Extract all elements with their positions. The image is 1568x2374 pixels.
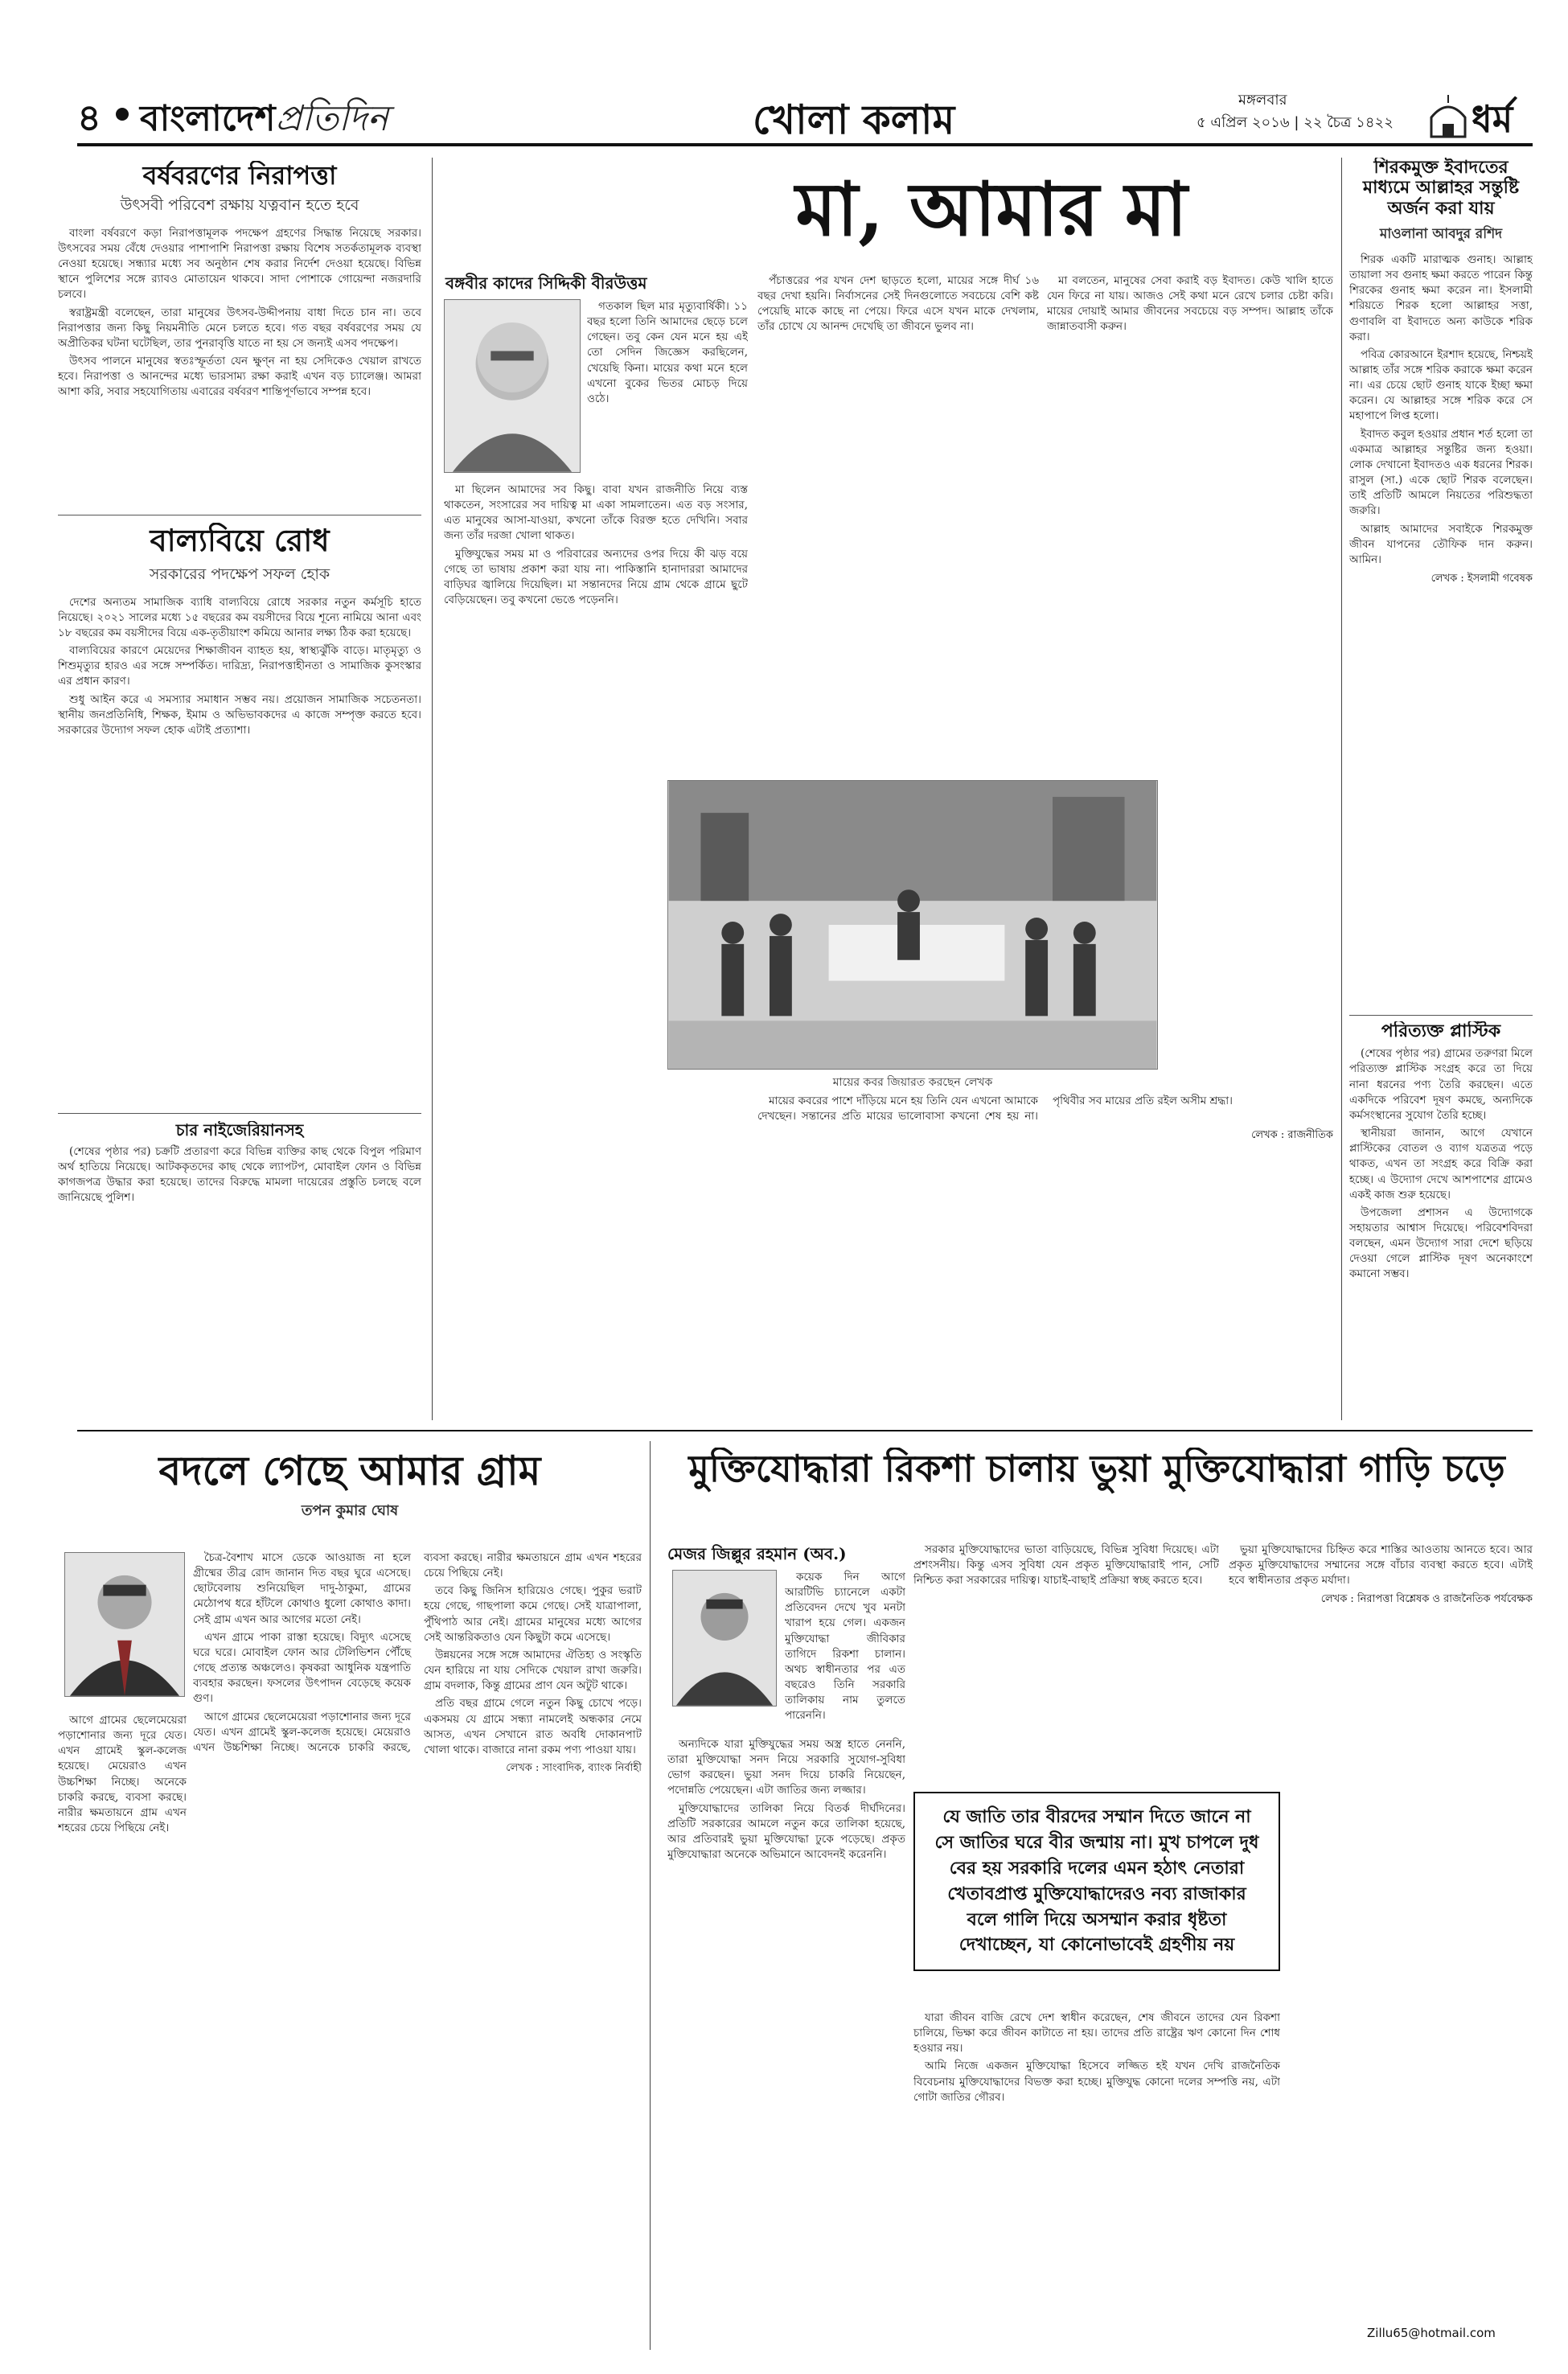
feature-body-lower (757, 1094, 1333, 1415)
author-byline: তপন কুমার ঘোষ (301, 1501, 399, 1519)
freedom-fighter-body-col2-lower (913, 2011, 1280, 2348)
grave-visit-photo (667, 780, 1158, 1070)
paragraph: মুক্তিযোদ্ধাদের তালিকা নিয়ে বিতর্ক দীর্ঘদিনের। প্রতিটি সরকারের আমলে নতুন করে তালিকা হয়েছে, আর প্রতিবারই ভুয়া মুক্তিযোদ্ধা ঢুকে পড়েছে। প্রকৃত মুক্তিযোদ্ধারা অনেকে অভিমানে আবেদনই করেননি। (667, 1801, 905, 1862)
paragraph: (শেষের পৃষ্ঠার পর) চক্রটি প্রতারণা করে বিভিন্ন ব্যক্তির কাছ থেকে বিপুল পরিমাণ অর্থ হাতিয়ে নিয়েছে। আটককৃতদের কাছ থেকে ল্যাপটপ, মোবাইল ফোন ও বিভিন্ন কাগজপত্র উদ্ধার করা হয়েছে। তাদের বিরুদ্ধে মামলা দায়েরের প্রস্তুতি চলছে বলে জানিয়েছে পুলিশ। (58, 1145, 421, 1205)
paragraph: মা বলতেন, মানুষের সেবা করাই বড় ইবাদত। কেউ খালি হাতে যেন ফিরে না যায়। আজও সেই কথা মনে রেখে চলার চেষ্টা করি। মায়ের দোয়াই আমার জীবনের সবচেয়ে বড় সম্পদ। আল্লাহ তাঁকে জান্নাতবাসী করুন। (1047, 274, 1333, 334)
religion-article (1349, 158, 1533, 962)
article-body (785, 1570, 905, 1724)
article-body (757, 273, 1039, 335)
feature-body-col2 (757, 273, 1039, 788)
paragraph: আল্লাহ আমাদের সবাইকে শিরকমুক্ত জীবন যাপনের তৌফিক দান করুন। আমিন। (1349, 522, 1533, 566)
article-body (1229, 1542, 1533, 1588)
paragraph: পঁচাত্তরের পর যখন দেশ ছাড়তে হলো, মায়ের সঙ্গে দীর্ঘ ১৬ বছর দেখা হয়নি। নির্বাসনের সেই দিনগুলোতে সবচেয়ে বেশি কষ্ট পেয়েছি মাকে কাছে না পেয়ে। ফিরে এসে যখন মাকে দেখলাম, তাঁর চোখে যে আনন্দ দেখেছি তা জীবনে ভুলব না। (757, 274, 1039, 334)
feature-body-col3 (1047, 273, 1333, 788)
author-note: লেখক : রাজনীতিক (1251, 1129, 1333, 1142)
article-body (193, 1550, 642, 2323)
article-body (913, 1542, 1219, 1588)
article-body (757, 1094, 1333, 1124)
article-body (58, 226, 421, 400)
weekday: মঙ্গলবার (1238, 92, 1287, 109)
editorial-child-marriage (58, 523, 421, 1102)
paragraph: স্বরাষ্ট্রমন্ত্রী বলেছেন, তারা মানুষের উৎসব-উদ্দীপনায় বাধা দিতে চান না। তবে নিরাপত্তার জন্য কিছু নিয়মনীতি মেনে চলতে হবে। গত বছর বর্ষবরণের সময় যে অপ্রীতিকর ঘটনা ঘটেছিল, তার পুনরাবৃত্তি যাতে না হয় সে জন্যই এসব পদক্ষেপ। (58, 306, 421, 350)
article-body (1047, 273, 1333, 335)
paragraph: (শেষের পৃষ্ঠার পর) গ্রামের তরুণরা মিলে পরিত্যক্ত প্লাস্টিক সংগ্রহ করে তা দিয়ে নানা ধরনের পণ্য তৈরি করছেন। এতে একদিকে পরিবেশ দূষণ কমছে, অন্যদিকে কর্মসংস্থানের সুযোগ তৈরি হচ্ছে। (1349, 1047, 1533, 1122)
paragraph: ভুয়া মুক্তিযোদ্ধাদের চিহ্নিত করে শাস্তির আওতায় আনতে হবে। আর প্রকৃত মুক্তিযোদ্ধাদের সম্মানের সঙ্গে বাঁচার ব্যবস্থা করতে হবে। এটাই হবে স্বাধীনতার প্রকৃত মর্যাদা। (1229, 1543, 1533, 1587)
headline: বর্ষবরণের নিরাপত্তা (142, 161, 337, 191)
paragraph: স্থানীয়রা জানান, আগে যেখানে প্লাস্টিকের বোতল ও ব্যাগ যত্রতত্র পড়ে থাকত, এখন তা সংগ্রহ করে বিক্রি করা হচ্ছে। এ উদ্যোগ দেখে আশপাশের গ্রামেও একই কাজ শুরু হয়েছে। (1349, 1127, 1533, 1201)
paragraph: কয়েক দিন আগে আরটিভি চ্যানেলে একটা প্রতিবেদন দেখে খুব মনটা খারাপ হয়ে গেল। একজন মুক্তিযোদ্ধা জীবিকার তাগিদে রিকশা চালান। অথচ স্বাধীনতার পর এত বছরেও তিনি সরকারি তালিকায় নাম তুলতে পারেননি। (785, 1571, 905, 1723)
photo-caption: মায়ের কবর জিয়ারত করছেন লেখক (832, 1076, 993, 1089)
newspaper-brand (140, 92, 388, 150)
headline: শিরকমুক্ত ইবাদতের মাধ্যমে আল্লাহর সন্তুষ্টি অর্জন করা যায় (1362, 158, 1520, 219)
author-byline: মেজর জিল্লুর রহমান (অব.) (667, 1544, 847, 1563)
author-name: মাওলানা আবদুর রশিদ (1379, 225, 1503, 242)
paragraph: চৈত্র-বৈশাখ মাসে ডেকে আওয়াজ না হলে গ্রীষ্মের তীব্র রোদ জানান দিত বছর ঘুরে এসেছে। ছোটবেলায় শুনিয়েছিল দাদু-ঠাকুমা, গ্রামের মেঠোপথ ধরে হাঁটলে কোথাও ধুলো কোথাও কাদা। সেই গ্রাম এখন আর আগের মতো নেই। (193, 1551, 411, 1626)
religion-section-title: ধর্ম (1472, 97, 1513, 141)
pull-quote: যে জাতি তার বীরদের সম্মান দিতে জানে না সে জাতির ঘরে বীর জন্মায় না। মুখ চাপলে দুধ বের হয় সরকারি দলের এমন হঠাৎ নেতারা খেতাবপ্রাপ্ত মুক্তিযোদ্ধাদেরও নব্য রাজাকার বলে গালি দিয়ে অসম্মান করার ধৃষ্টতা দেখাচ্ছেন, যা কোনোভাবেই গ্রহণীয় নয় (913, 1792, 1280, 1971)
editorial-new-year-security (58, 161, 421, 507)
paragraph: এখন গ্রামে পাকা রাস্তা হয়েছে। বিদ্যুৎ এসেছে ঘরে ঘরে। মোবাইল ফোন আর টেলিভিশন পৌঁছে গেছে প্রত্যন্ত অঞ্চলেও। কৃষকরা আধুনিক যন্ত্রপাতি ব্যবহার করছেন। ফসলের উৎপাদন বেড়েছে কয়েক গুণ। (193, 1630, 411, 1706)
freedom-fighter-body-intro (785, 1570, 905, 1731)
author-note: লেখক : নিরাপত্তা বিশ্লেষক ও রাজনৈতিক পর্যবেক্ষক (1320, 1593, 1533, 1606)
subheadline: উৎসবী পরিবেশ রক্ষায় যত্নবান হতে হবে (120, 195, 359, 214)
paragraph: দেশের অন্যতম সামাজিক ব্যাধি বাল্যবিয়ে রোধে সরকার নতুন কর্মসূচি হাতে নিয়েছে। ২০২১ সালের মধ্যে ১৫ বছরের কম বয়সীদের বিয়ে শূন্যে নামিয়ে আনা এবং ১৮ বছরের কম বয়সীদের বিয়ে এক-তৃতীয়াংশ কমিয়ে আনার লক্ষ্য ঠিক করা হয়েছে। (58, 595, 421, 639)
article-divider (58, 1113, 421, 1114)
masthead-rule (77, 143, 1533, 146)
author-note: লেখক : ইসলামী গবেষক (1430, 573, 1533, 585)
paragraph: তবে কিছু জিনিস হারিয়েও গেছে। পুকুর ভরাট হয়ে গেছে, গাছপালা কমে গেছে। সেই যাত্রাপালা, পুঁথিপাঠ আর নেই। গ্রামের মানুষের মধ্যে আগের সেই আন্তরিকতাও যেন কিছুটা কমে এসেছে। (424, 1584, 642, 1644)
paragraph: আগে গ্রামের ছেলেমেয়েরা পড়াশোনার জন্য দূরে যেত। এখন গ্রামেই স্কুল-কলেজ হয়েছে। মেয়েরাও এখন উচ্চশিক্ষা নিচ্ছে। অনেকে চাকরি করছে, ব্যবসা করছে। নারীর ক্ষমতায়নে গ্রাম এখন শহরের চেয়ে পিছিয়ে নেই। (58, 1714, 187, 1835)
village-article-body-left (58, 1713, 187, 2348)
author-note: লেখক : সাংবাদিক, ব্যাংক নির্বাহী (506, 1762, 642, 1775)
brand-main: বাংলাদেশ (140, 98, 276, 139)
article-body (667, 1737, 905, 1863)
paragraph: উপজেলা প্রশাসন এ উদ্যোগকে সহায়তার আশ্বাস দিয়েছে। পরিবেশবিদরা বলছেন, এমন উদ্যোগ সারা দেশে ছড়িয়ে দেওয়া গেলে প্লাস্টিক দূষণ অনেকাংশে কমানো সম্ভব। (1349, 1205, 1533, 1281)
paragraph: শিরক একটি মারাত্মক গুনাহ। আল্লাহ তায়ালা সব গুনাহ ক্ষমা করতে পারেন কিন্তু শিরকের গুনাহ ক্ষমা করেন না। ইসলামী শরিয়তে শিরক হলো আল্লাহর সত্তা, গুণাবলি বা ইবাদতে অন্য কাউকে শরিক করা। (1349, 253, 1533, 343)
article-body (58, 595, 421, 738)
paragraph: মায়ের কবরের পাশে দাঁড়িয়ে মনে হয় তিনি যেন এখনো আমাকে দেখছেন। সন্তানের প্রতি মায়ের ভালোবাসা কখনো শেষ হয় না। পৃথিবীর সব মায়ের প্রতি রইল অসীম শ্রদ্ধা। (757, 1095, 1233, 1123)
author-photo (672, 1570, 777, 1707)
paragraph: যারা জীবন বাজি রেখে দেশ স্বাধীন করেছেন, শেষ জীবনে তাদের যেন রিকশা চালিয়ে, ভিক্ষা করে জীবন কাটাতে না হয়। তাদের প্রতি রাষ্ট্রের ঋণ কোনো দিন শোধ হওয়ার নয়। (913, 2011, 1280, 2056)
article-body (1349, 1046, 1533, 1282)
article-body (913, 2011, 1280, 2105)
author-byline: বঙ্গবীর কাদের সিদ্দিকী বীরউত্তম (445, 273, 647, 293)
paragraph: আমি নিজে একজন মুক্তিযোদ্ধা হিসেবে লজ্জিত হই যখন দেখি রাজনৈতিক বিবেচনায় মুক্তিযোদ্ধাদের বিভক্ত করা হচ্ছে। মুক্তিযুদ্ধ কোনো দলের সম্পত্তি নয়, এটা গোটা জাতির গৌরব। (913, 2060, 1280, 2104)
headline: চার নাইজেরিয়ানসহ (175, 1121, 304, 1140)
headline: মা, আমার মা (795, 166, 1188, 253)
section-title: খোলা কলাম (753, 96, 955, 143)
paragraph: মা ছিলেন আমাদের সব কিছু। বাবা যখন রাজনীতি নিয়ে ব্যস্ত থাকতেন, সংসারের সব দায়িত্ব মা একা সামলাতেন। এত বড় সংসার, এত মানুষের আসা-যাওয়া, কখনো তাঁকে বিরক্ত হতে দেখিনি। সবার জন্য তাঁর দরজা খোলা থাকত। (444, 483, 748, 543)
paragraph: আগে গ্রামের ছেলেমেয়েরা পড়াশোনার জন্য দূরে যেত। এখন গ্রামেই স্কুল-কলেজ হয়েছে। মেয়েরাও এখন উচ্চশিক্ষা নিচ্ছে। অনেকে চাকরি করছে, ব্যবসা করছে। নারীর ক্ষমতায়নে গ্রাম এখন শহরের চেয়ে পিছিয়ে নেই। (193, 1551, 642, 1754)
article-body (58, 1713, 187, 1836)
news-nigerians-arrest (58, 1121, 421, 1419)
paragraph: উৎসব পালনে মানুষের স্বতঃস্ফূর্ততা যেন ক্ষুণ্ন না হয় সেদিকেও খেয়াল রাখতে হবে। নিরাপত্তা ও আনন্দের মধ্যে ভারসাম্য রক্ষা করাই এখন বড় চ্যালেঞ্জ। আমরা আশা করি, সবার সহযোগিতায় এবারের বর্ষবরণ শান্তিপূর্ণভাবে সম্পন্ন হবে। (58, 355, 421, 399)
article-body (58, 1144, 421, 1206)
paragraph: উন্নয়নের সঙ্গে সঙ্গে আমাদের ঐতিহ্য ও সংস্কৃতি যেন হারিয়ে না যায় সেদিকে খেয়াল রাখা জরুরি। গ্রাম বদলাক, কিন্তু গ্রামের প্রাণ যেন অটুট থাকে। (424, 1648, 642, 1693)
brand-accent: প্রতিদিন (275, 98, 388, 139)
article-body (1349, 253, 1533, 568)
column-divider (432, 158, 433, 1420)
feature-headline-area (441, 158, 1333, 270)
freedom-fighter-head (661, 1448, 1533, 1528)
freedom-fighter-body-col1 (667, 1737, 905, 2348)
headline: বাল্যবিয়ে রোধ (150, 523, 330, 558)
author-photo (64, 1552, 185, 1697)
paragraph: গতকাল ছিল মার মৃত্যুবার্ষিকী। ১১ বছর হলো তিনি আমাদের ছেড়ে চলে গেছেন। তবু কেন যেন মনে হয় এই তো সেদিন জিজ্ঞেস করছিলেন, খেয়েছি কিনা। মায়ের কথা মনে হলে এখনো বুকের ভিতর মোচড় দিয়ে ওঠে। (587, 300, 748, 405)
mosque-icon (1428, 93, 1468, 138)
plastic-news (1349, 1021, 1533, 1419)
article-divider (1349, 1015, 1533, 1016)
headline: মুক্তিযোদ্ধারা রিকশা চালায় ভুয়া মুক্তিযোদ্ধারা গাড়ি চড়ে (688, 1448, 1505, 1490)
author-photo (444, 299, 581, 473)
headline: পরিত্যক্ত প্লাস্টিক (1381, 1021, 1501, 1041)
page-number: ৪ (77, 96, 101, 139)
paragraph: অন্যদিকে যারা মুক্তিযুদ্ধের সময় অস্ত্র হাতে নেননি, তারা মুক্তিযোদ্ধা সনদ নিয়ে সরকারি সুযোগ-সুবিধা ভোগ করছেন। ভুয়া সনদ দিয়ে চাকরি নিয়েছেন, পদোন্নতি পেয়েছেন। এটা জাতির জন্য লজ্জার। (667, 1738, 905, 1797)
section-divider (77, 1430, 1533, 1431)
author-email: Zillu65@hotmail.com (1367, 2326, 1496, 2340)
village-article-head (58, 1448, 642, 1528)
paragraph: বাংলা বর্ষবরণে কড়া নিরাপত্তামূলক পদক্ষেপ গ্রহণের সিদ্ধান্ত নিয়েছে সরকার। উৎসবের সময় বেঁধে দেওয়ার পাশাপাশি নিরাপত্তা রক্ষায় বিশেষ সতর্কতামূলক ব্যবস্থা নেওয়া হয়েছে। সন্ধ্যার মধ্যে সব অনুষ্ঠান শেষ করার নির্দেশ দেওয়া হয়েছে। বিভিন্ন স্থানে পুলিশের সঙ্গে র‍্যাবও মোতায়েন থাকবে। সাদা পোশাকে গোয়েন্দা নজরদারি চলবে। (58, 226, 421, 302)
column-divider (650, 1441, 651, 2350)
masthead (77, 90, 1533, 142)
column-divider (1341, 158, 1342, 1420)
village-article-body (193, 1550, 642, 2350)
paragraph: বাল্যবিয়ের কারণে মেয়েদের শিক্ষাজীবন ব্যাহত হয়, স্বাস্থ্যঝুঁকি বাড়ে। মাতৃমৃত্যু ও শিশুমৃত্যুর হারও এর সঙ্গে সম্পর্কিত। দারিদ্র্য, নিরাপত্তাহীনতা ও সামাজিক কুসংস্কার এর প্রধান কারণ। (58, 644, 421, 688)
paragraph: সরকার মুক্তিযোদ্ধাদের ভাতা বাড়িয়েছে, বিভিন্ন সুবিধা দিয়েছে। এটা প্রশংসনীয়। কিন্তু এসব সুবিধা যেন প্রকৃত মুক্তিযোদ্ধারাই পান, সেটি নিশ্চিত করা সরকারের দায়িত্ব। যাচাই-বাছাই প্রক্রিয়া স্বচ্ছ করতে হবে। (913, 1543, 1219, 1587)
article-body (444, 483, 748, 608)
bullet-dot-icon (116, 108, 129, 121)
freedom-fighter-body-col2 (913, 1542, 1219, 1784)
subheadline: সরকারের পদক্ষেপ সফল হোক (149, 565, 330, 583)
paragraph: প্রতি বছর গ্রামে গেলে নতুন কিছু চোখে পড়ে। একসময় যে গ্রামে সন্ধ্যা নামলেই অন্ধকার নেমে আসত, এখন সেখানে রাত অবধি দোকানপাট খোলা থাকে। বাজারে নানা রকম পণ্য পাওয়া যায়। (424, 1697, 642, 1756)
headline: বদলে গেছে আমার গ্রাম (158, 1448, 541, 1494)
issue-date: ৫ এপ্রিল ২০১৬ | ২২ চৈত্র ১৪২২ (1197, 114, 1394, 131)
paragraph: পবিত্র কোরআনে ইরশাদ হয়েছে, নিশ্চয়ই আল্লাহ তাঁর সঙ্গে শরিক করাকে ক্ষমা করেন না। এর চেয়ে ছোট গুনাহ যাকে ইচ্ছা ক্ষমা করেন। যে আল্লাহর সঙ্গে শরিক করে সে মহাপাপে লিপ্ত হলো। (1349, 347, 1533, 423)
paragraph: মুক্তিযুদ্ধের সময় মা ও পরিবারের অন্যদের ওপর দিয়ে কী ঝড় বয়ে গেছে তা ভাষায় প্রকাশ করা যায় না। পাকিস্তানি হানাদাররা আমাদের বাড়িঘর জ্বালিয়ে দিয়েছিল। মা সন্তানদের নিয়ে গ্রাম থেকে গ্রামে ছুটে বেড়িয়েছেন। তবু কখনো ভেঙে পড়েননি। (444, 547, 748, 607)
paragraph: ইবাদত কবুল হওয়ার প্রধান শর্ত হলো তা একমাত্র আল্লাহর সন্তুষ্টির জন্য হওয়া। লোক দেখানো ইবাদতও এক ধরনের শিরক। রাসুল (সা.) একে ছোট শিরক বলেছেন। তাই প্রতিটি আমলে নিয়তের পরিশুদ্ধতা জরুরি। (1349, 427, 1533, 518)
paragraph: শুধু আইন করে এ সমস্যার সমাধান সম্ভব নয়। প্রয়োজন সামাজিক সচেতনতা। স্থানীয় জনপ্রতিনিধি, শিক্ষক, ইমাম ও অভিভাবকদের এ কাজে সম্পৃক্ত করতে হবে। সরকারের উদ্যোগ সফল হোক এটাই প্রত্যাশা। (58, 692, 421, 737)
article-body (587, 299, 748, 407)
freedom-fighter-body-col3 (1229, 1542, 1533, 2298)
